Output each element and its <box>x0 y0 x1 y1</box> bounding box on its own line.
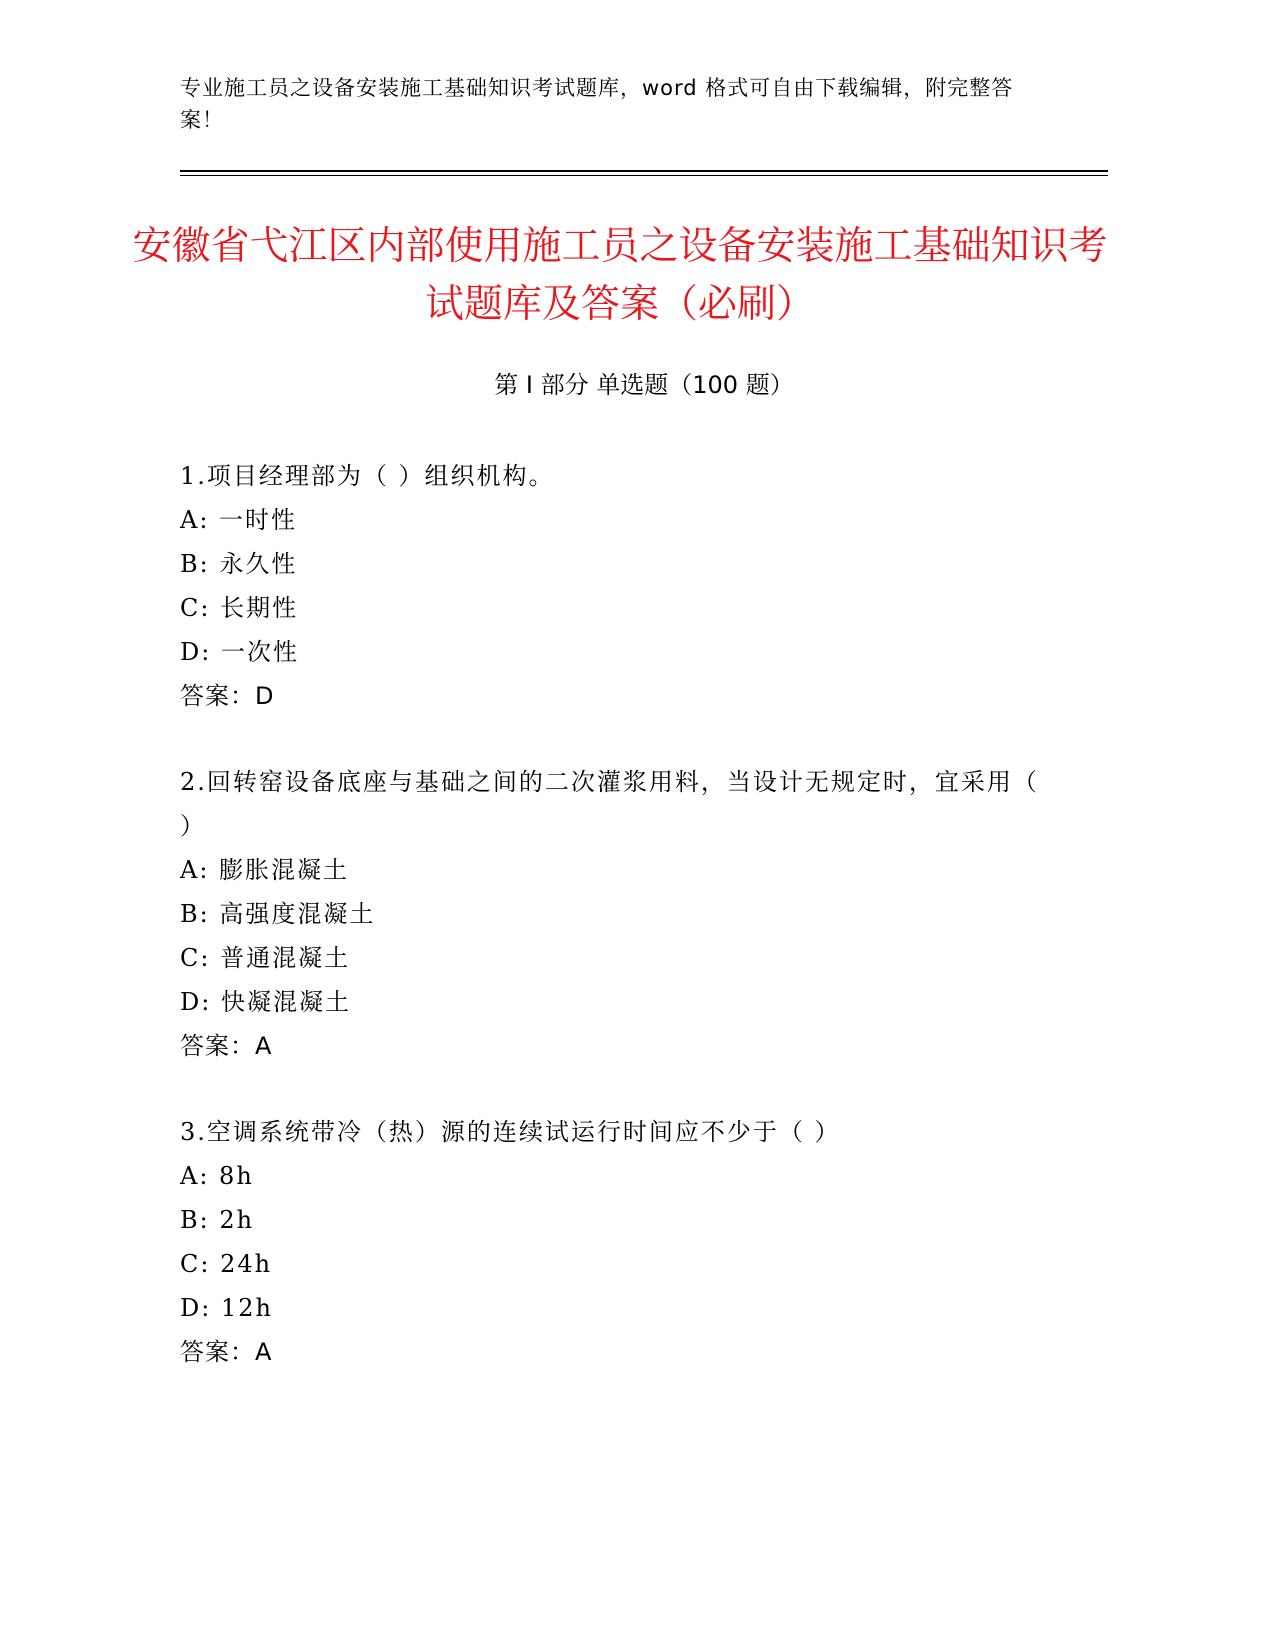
header-divider-thin <box>180 175 1108 176</box>
option-d: D: 一次性 <box>180 638 299 666</box>
question-list <box>180 454 1040 1416</box>
option-c: C: 24h <box>180 1250 273 1278</box>
option-d: D: 快凝混凝土 <box>180 988 351 1016</box>
header-note: 专业施工员之设备安装施工基础知识考试题库，word 格式可自由下载编辑，附完整答案！ <box>180 76 1014 132</box>
question-text: 1.项目经理部为（ ）组织机构。 <box>180 462 555 490</box>
question-text: 3.空调系统带冷（热）源的连续试运行时间应不少于（ ） <box>180 1118 841 1146</box>
option-a: A: 8h <box>180 1162 254 1190</box>
answer: 答案：A <box>180 1338 273 1366</box>
answer: 答案：A <box>180 1032 273 1060</box>
header-divider-thick <box>180 170 1108 172</box>
question-3 <box>180 1110 1040 1374</box>
document-title: 安徽省弋江区内部使用施工员之设备安装施工基础知识考试题库及答案（必刷） <box>132 224 1108 327</box>
option-d: D: 12h <box>180 1294 273 1322</box>
option-b: B: 2h <box>180 1206 255 1234</box>
section-heading: 第 I 部分 单选题（100 题） <box>494 371 794 399</box>
option-b: B: 高强度混凝土 <box>180 900 376 928</box>
option-b: B: 永久性 <box>180 550 298 578</box>
option-c: C: 普通混凝土 <box>180 944 351 972</box>
question-text: 2.回转窑设备底座与基础之间的二次灌浆用料，当设计无规定时，宜采用（ ） <box>180 768 1039 840</box>
question-1 <box>180 454 1040 718</box>
option-c: C: 长期性 <box>180 594 299 622</box>
option-a: A: 膨胀混凝土 <box>180 856 350 884</box>
question-2 <box>180 760 1040 1068</box>
option-a: A: 一时性 <box>180 506 298 534</box>
answer: 答案：D <box>180 682 275 710</box>
